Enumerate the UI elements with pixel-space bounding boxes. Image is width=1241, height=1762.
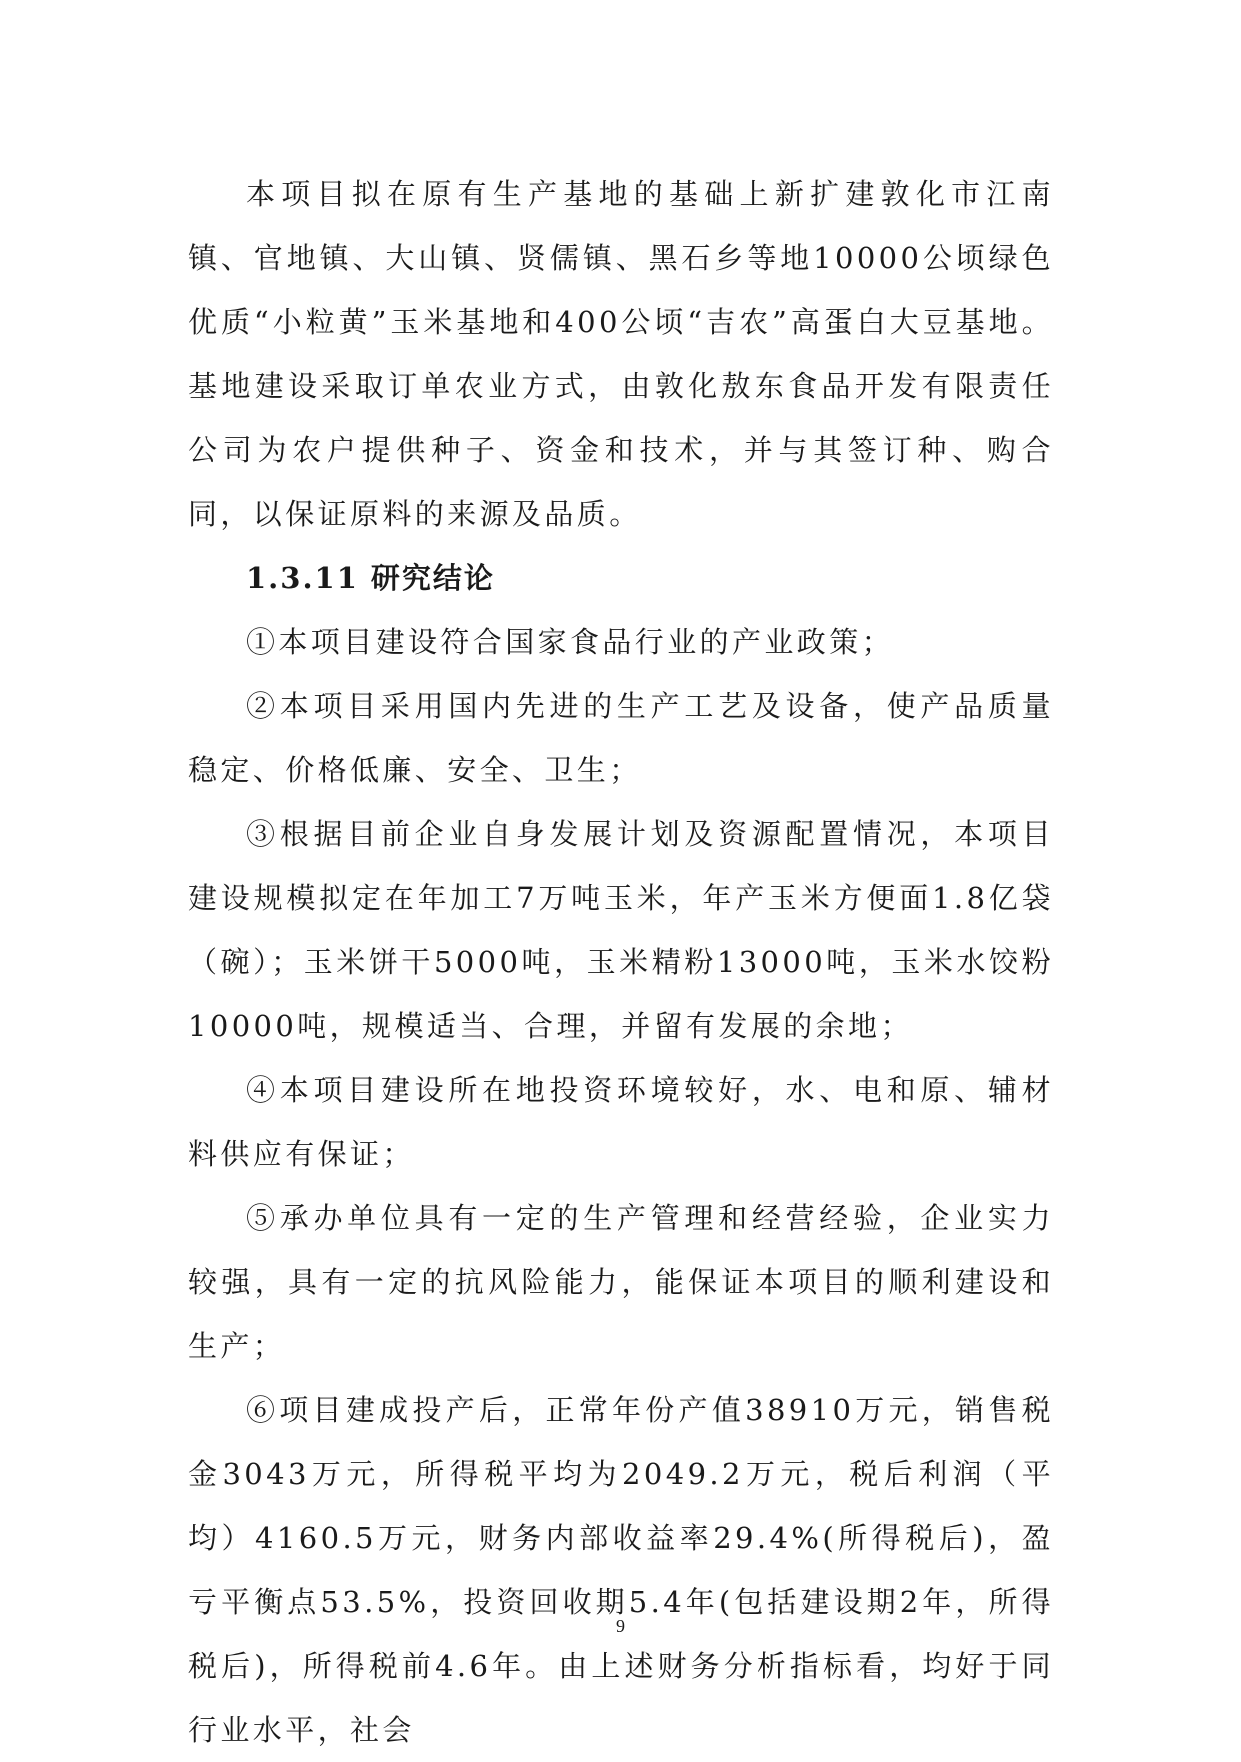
page-body: [188, 162, 1054, 1762]
conclusion-item-6: ⑥项目建成投产后，正常年份产值38910万元，销售税金3043万元，所得税平均为2049.2万元，税后利润（平均）4160.5万元，财务内部收益率29.4%(所得税后)，盈亏平衡点53.5%，投资回收期5.4年(包括建设期2年，所得税后)，所得税前4.6年。由上述财务分析指标看，均好于同行业水平，社会: [188, 1393, 1054, 1747]
conclusion-item-4: ④本项目建设所在地投资环境较好，水、电和原、辅材料供应有保证；: [188, 1073, 1054, 1171]
conclusion-item-2: ②本项目采用国内先进的生产工艺及设备，使产品质量稳定、价格低廉、安全、卫生；: [188, 689, 1054, 787]
conclusion-item-3: ③根据目前企业自身发展计划及资源配置情况，本项目建设规模拟定在年加工7万吨玉米，年产玉米方便面1.8亿袋（碗）；玉米饼干5000吨，玉米精粉13000吨，玉米水饺粉10000吨，规模适当、合理，并留有发展的余地；: [188, 817, 1054, 1043]
section-number: 1.3.11: [246, 561, 359, 595]
conclusion-item-1: ①本项目建设符合国家食品行业的产业政策；: [246, 625, 895, 659]
page-number: 9: [616, 1616, 625, 1636]
section-title: 研究结论: [370, 561, 495, 595]
section-heading: [188, 546, 1054, 610]
paragraph-base-construction: 本项目拟在原有生产基地的基础上新扩建敦化市江南镇、官地镇、大山镇、贤儒镇、黑石乡等地10000公顷绿色优质“小粒黄”玉米基地和400公顷“吉农”高蛋白大豆基地。基地建设采取订单农业方式，由敦化敖东食品开发有限责任公司为农户提供种子、资金和技术，并与其签订种、购合同，以保证原料的来源及品质。: [188, 177, 1054, 531]
conclusion-item-5: ⑤承办单位具有一定的生产管理和经营经验，企业实力较强，具有一定的抗风险能力，能保证本项目的顺利建设和生产；: [188, 1201, 1054, 1363]
